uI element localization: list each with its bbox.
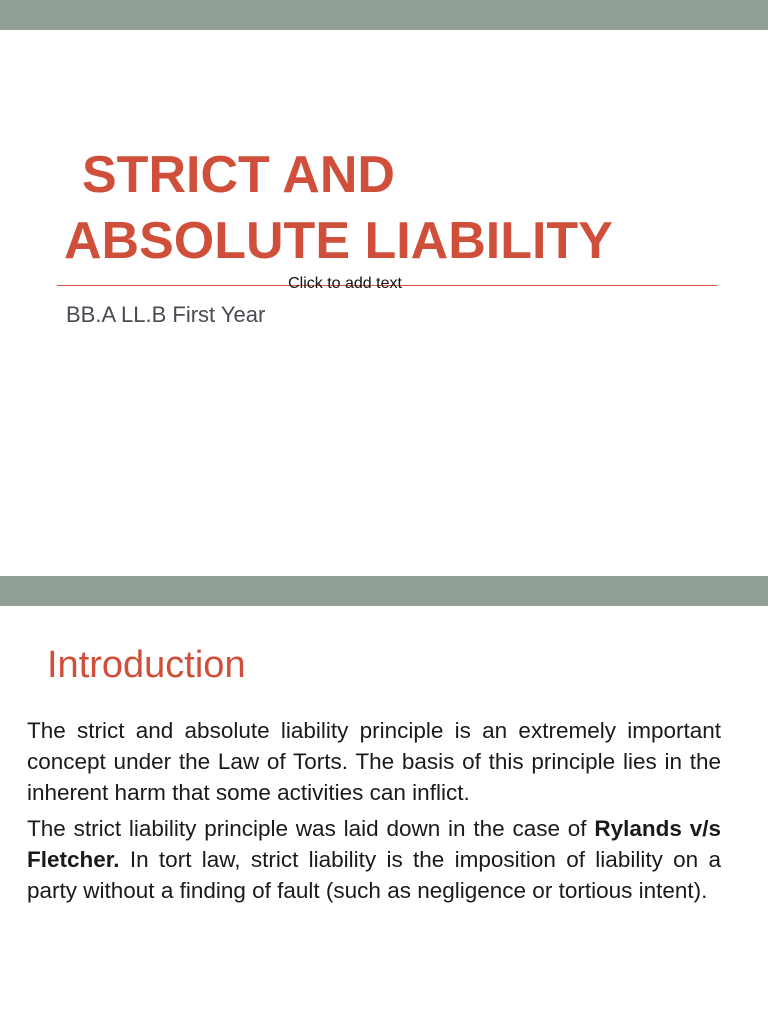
introduction-slide — [0, 576, 768, 1024]
slide-header-bar — [0, 576, 768, 606]
case-name: Rylands v/s Fletcher. — [27, 816, 721, 872]
paragraph-2-text-end: In tort law, strict liability is the imposition of liability on a party without a finding of fault (such as negligence or tortious intent). — [27, 847, 721, 903]
title-line-2: ABSOLUTE LIABILITY — [64, 212, 613, 270]
slide-subtitle[interactable]: BB.A LL.B First Year — [66, 302, 266, 327]
add-text-placeholder[interactable]: Click to add text — [288, 275, 402, 292]
slide-header-bar — [0, 0, 768, 30]
slide-body[interactable] — [27, 715, 721, 911]
slide-title[interactable] — [64, 142, 744, 274]
slide-heading[interactable]: Introduction — [47, 644, 246, 686]
body-paragraph-1: The strict and absolute liability principle is an extremely important concept under the Law of Torts. The basis of this principle lies in the inherent harm that some activities can inflict. — [27, 718, 721, 805]
body-paragraph-2 — [27, 813, 721, 906]
title-line-1: STRICT AND — [82, 146, 395, 204]
paragraph-2-text-start: The strict liability principle was laid down in the case of — [27, 816, 595, 841]
